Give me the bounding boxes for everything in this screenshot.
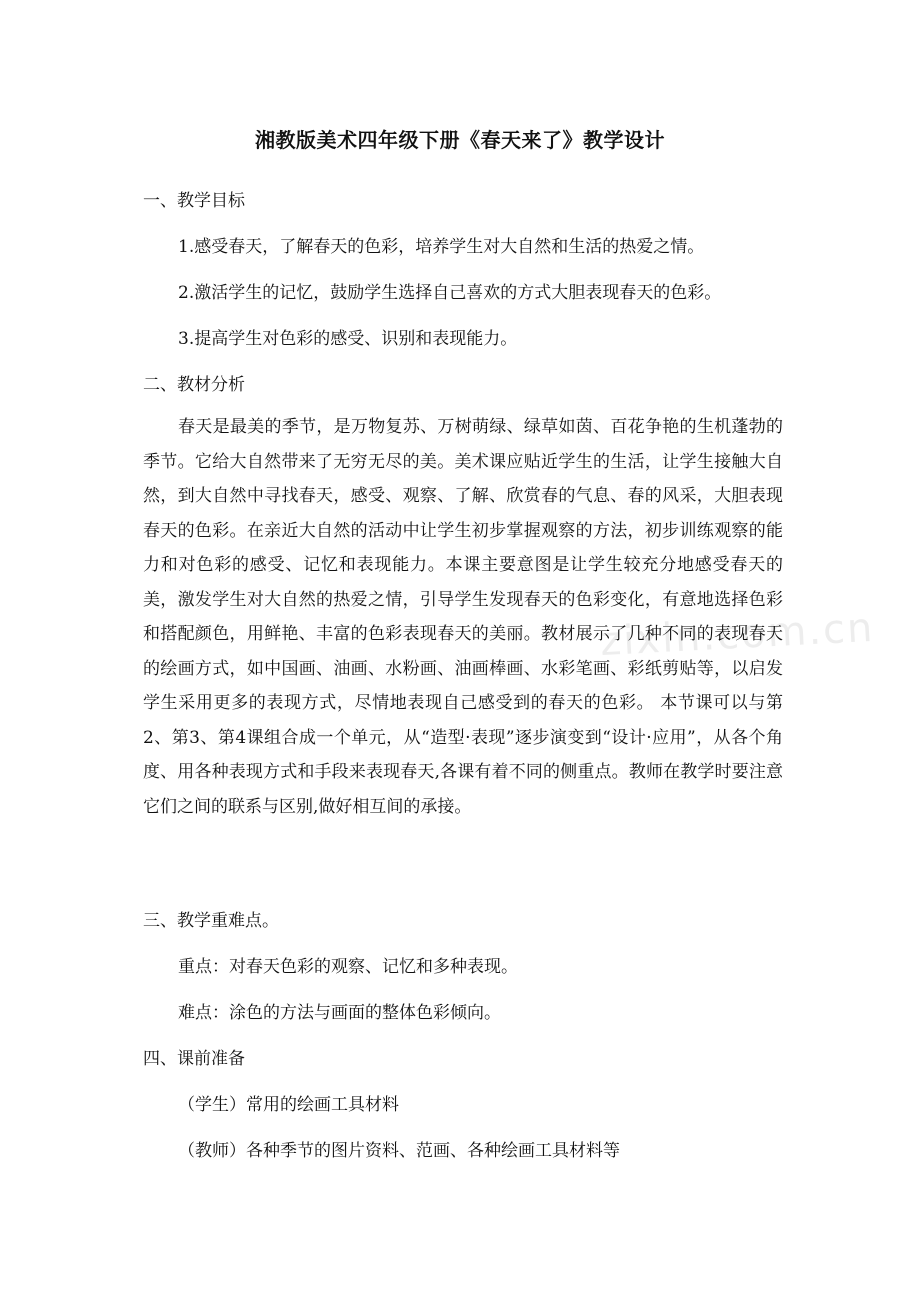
document-title: 湘教版美术四年级下册《春天来了》教学设计 [255,128,665,152]
analysis-paragraph [143,410,783,824]
section-heading-key-points: 三、教学重难点。 [143,911,279,931]
section-heading-objectives: 一、教学目标 [143,191,245,211]
analysis-text: 春天是最美的季节，是万物复苏、万树萌绿、绿草如茵、百花争艳的生机蓬勃的季节。它给大自然带来了无穷无尽的美。美术课应贴近学生的生活，让学生接触大自然，到大自然中寻找春天，感受、观察、了解、欣赏春的气息、春的风采，大胆表现春天的色彩。在亲近大自然的活动中让学生初步掌握观察的方法，初步训练观察的能力和对色彩的感受、记忆和表现能力。本课主要意图是让学生较充分地感受春天的美，激发学生对大自然的热爱之情，引导学生发现春天的色彩变化，有意地选择色彩和搭配颜色，用鲜艳、丰富的色彩表现春天的美丽。教材展示了几种不同的表现春天的绘画方式，如中国画、油画、水粉画、油画棒画、水彩笔画、彩纸剪贴等，以启发学生采用更多的表现方式，尽情地表现自己感受到的春天的色彩。 本节课可以与第2、第3、第4课组合成一个单元，从“造型·表现”逐步演变到“设计·应用”，从各个角度、用各种表现方式和手段来表现春天,各课有着不同的侧重点。教师在教学时要注意它们之间的联系与区别,做好相互间的承接。 [143,417,783,817]
objective-item: 3.提高学生对色彩的感受、识别和表现能力。 [178,329,518,349]
watermark-text: zixin.com.cn [598,604,876,666]
objective-item: 1.感受春天，了解春天的色彩，培养学生对大自然和生活的热爱之情。 [178,237,705,257]
section-heading-analysis: 二、教材分析 [143,375,245,395]
section-heading-preparation: 四、课前准备 [143,1049,245,1069]
preparation-item-students: （学生）常用的绘画工具材料 [178,1095,399,1115]
preparation-item-teacher: （教师）各种季节的图片资料、范画、各种绘画工具材料等 [178,1141,620,1161]
key-point-item: 重点：对春天色彩的观察、记忆和多种表现。 [178,957,518,977]
objective-item: 2.激活学生的记忆，鼓励学生选择自己喜欢的方式大胆表现春天的色彩。 [178,283,722,303]
difficulty-item: 难点：涂色的方法与画面的整体色彩倾向。 [178,1003,501,1023]
